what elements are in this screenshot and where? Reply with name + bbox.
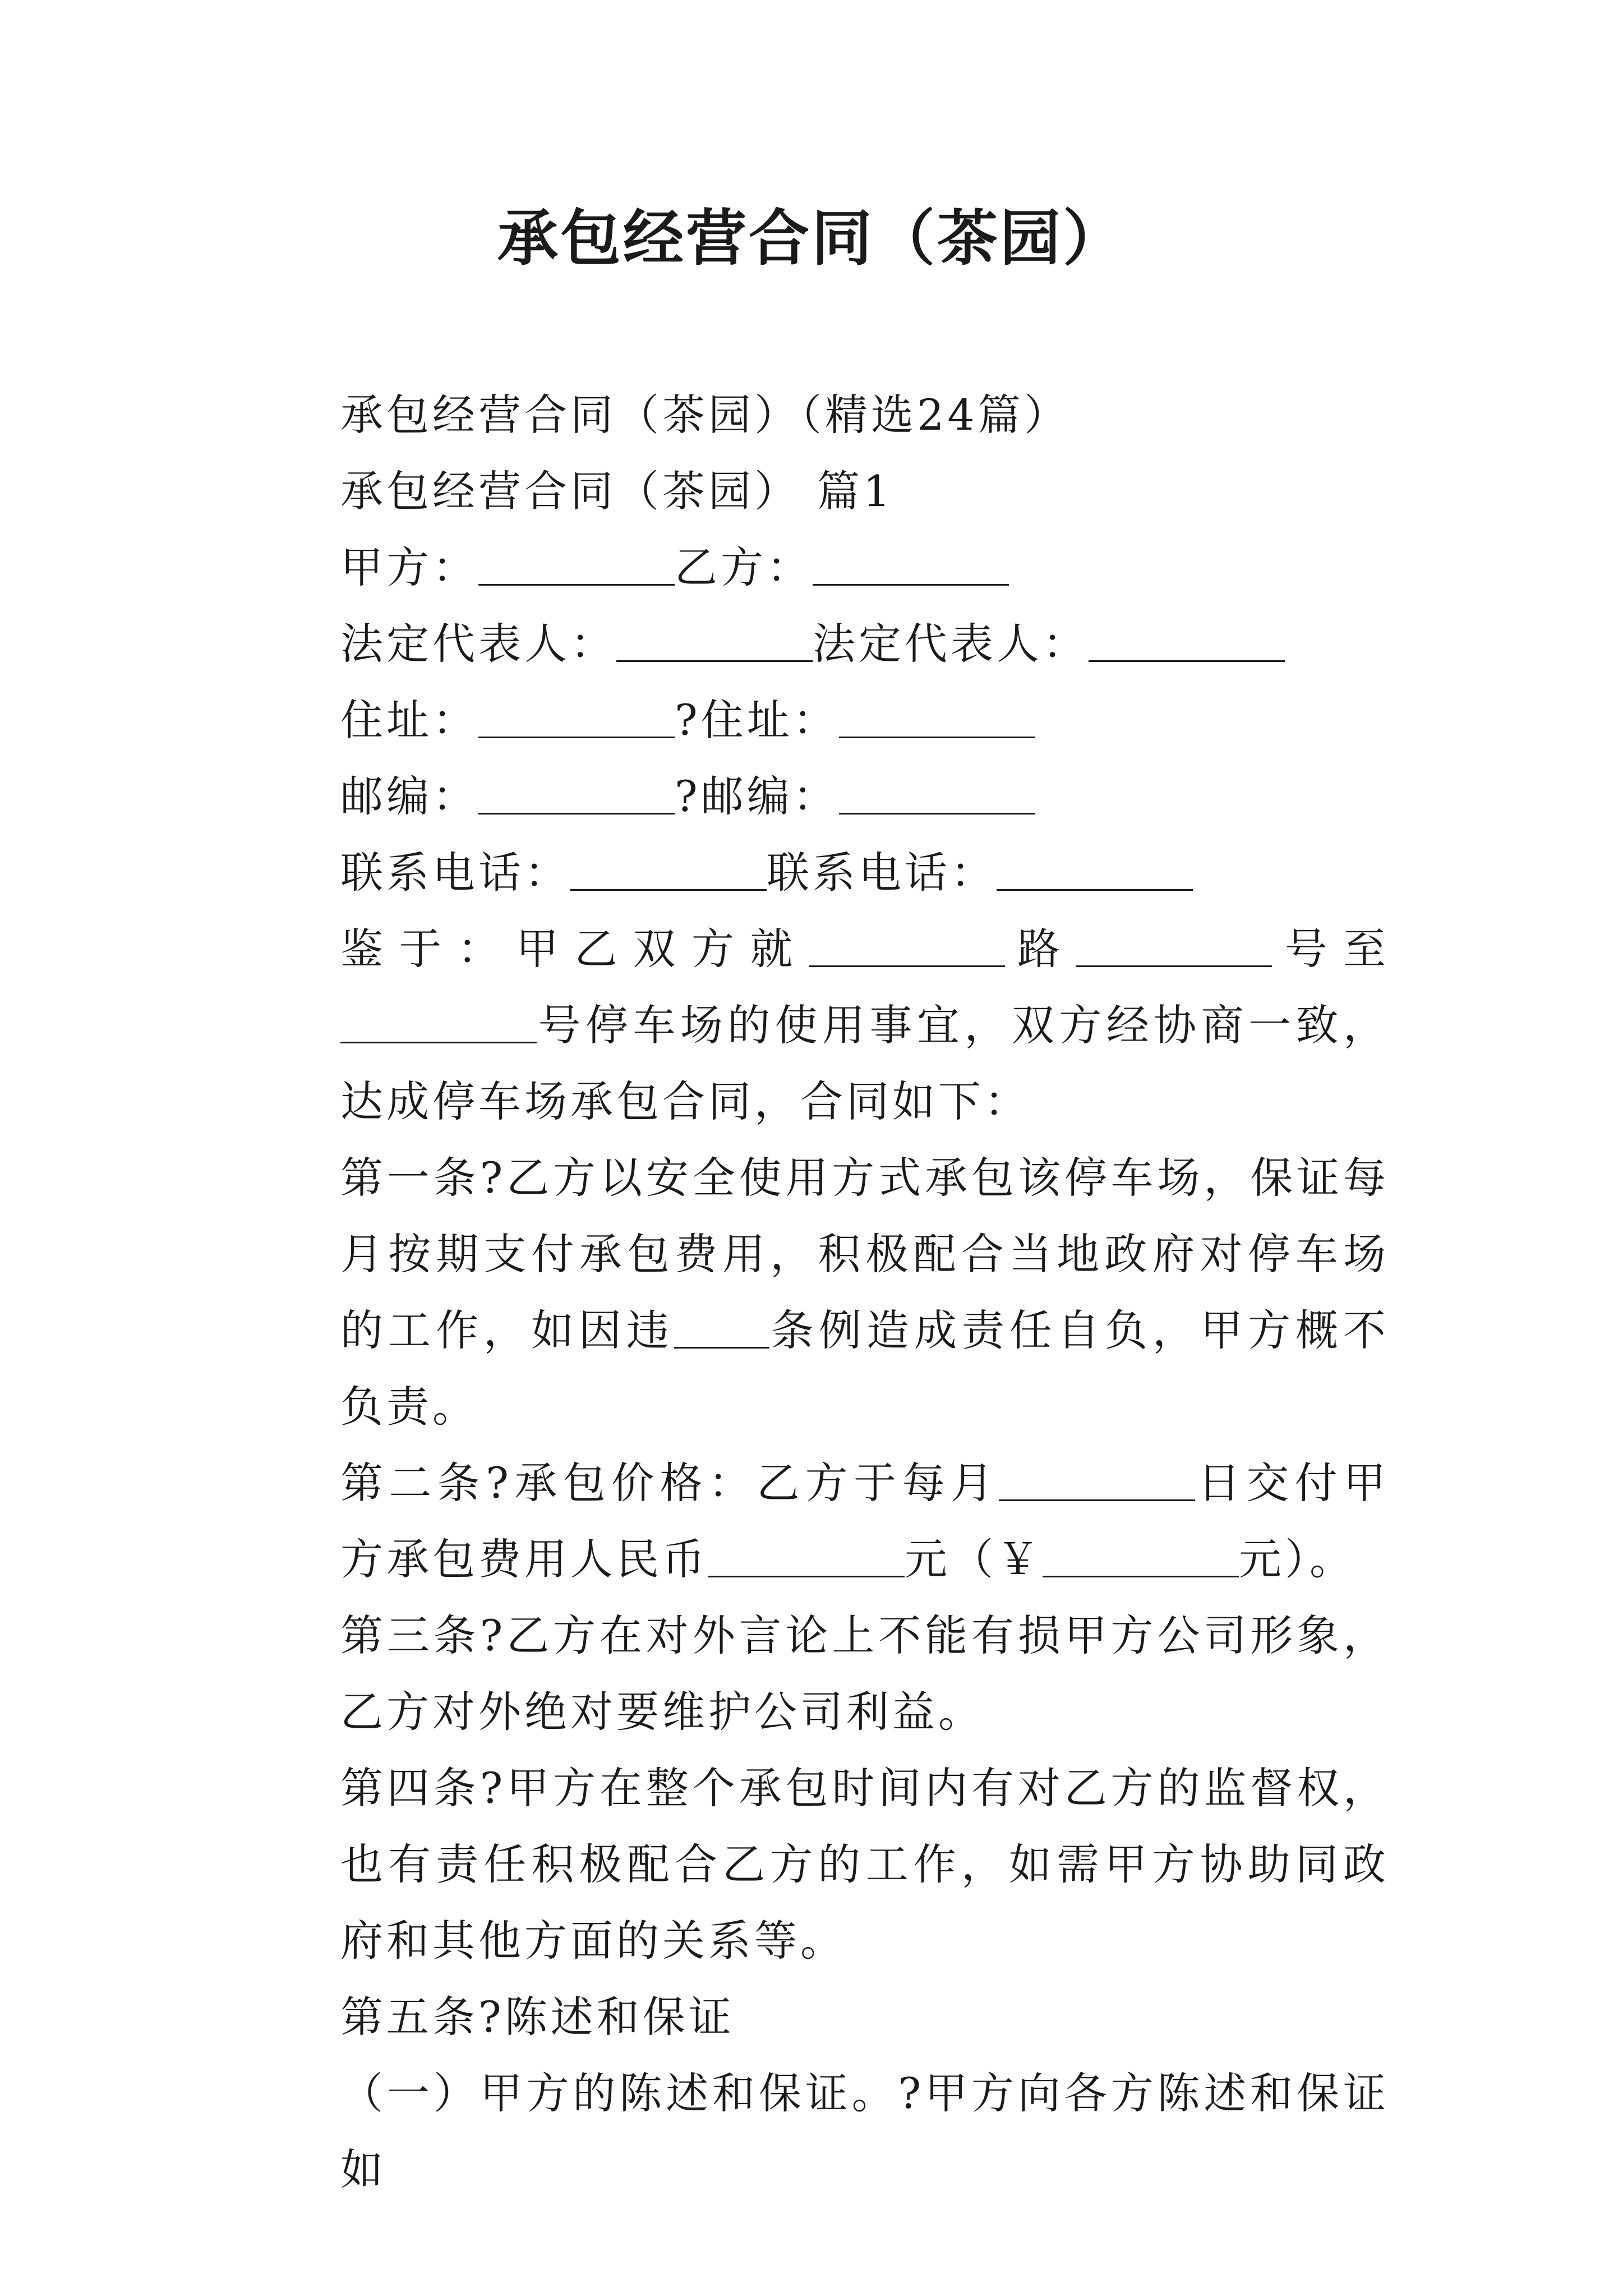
address-a-label: 住址： <box>340 695 478 745</box>
document-title: 承包经营合同（茶园） <box>497 203 1126 274</box>
article-2-text-1: 第二条?承包价格：乙方于每月 <box>340 1458 999 1508</box>
number-from-blank <box>1076 926 1272 967</box>
postcode-b-label: ?邮编： <box>675 771 839 821</box>
postcode-a-blank <box>478 774 675 815</box>
address-a-blank <box>478 697 675 738</box>
article-2-text-3: 元（￥ <box>905 1534 1043 1584</box>
address-row <box>251 682 1389 758</box>
phone-b-blank <box>997 850 1193 891</box>
amount-rmb-blank <box>708 1536 905 1577</box>
article-3-paragraph: 第三条?乙方在对外言论上不能有损甲方公司形象，乙方对外绝对要维护公司利益。 <box>340 1611 1389 1737</box>
article-1-text-1: 第一条?乙方以安全使用方式承包该停车场，保证每月按期支付承包费用，积极配合当地政府对停车场的工作，如因违 <box>340 1153 1389 1355</box>
address-b-label: ?住址： <box>675 695 839 745</box>
legal-rep-a-blank <box>616 621 813 662</box>
preamble-text-3: 号至 <box>1272 924 1390 974</box>
article-4-paragraph: 第四条?甲方在整个承包时间内有对乙方的监督权，也有责任积极配合乙方的工作，如需甲方协助同政府和其他方面的关系等。 <box>340 1763 1389 1966</box>
phone-a-blank <box>570 850 767 891</box>
article-2-text-2: 日交付甲方承包费用人民币 <box>340 1458 1390 1584</box>
preamble-text-2: 路 <box>1004 924 1076 974</box>
party-b-blank <box>813 545 1009 586</box>
postcode-row <box>251 758 1389 835</box>
amount-number-blank <box>1043 1536 1239 1577</box>
document-subtitle: 承包经营合同（茶园）（精选24篇） <box>340 390 1070 440</box>
party-a-blank <box>478 545 675 586</box>
article-1-paragraph <box>251 1140 1389 1445</box>
postcode-b-blank <box>839 774 1035 815</box>
article-2-paragraph <box>251 1445 1389 1598</box>
preamble-paragraph <box>251 911 1389 1140</box>
party-a-label: 甲方： <box>340 542 478 592</box>
party-row <box>251 530 1389 606</box>
address-b-blank <box>839 697 1035 738</box>
article-1-text-2: 条例造成责任自负，甲方概不负责。 <box>340 1305 1389 1432</box>
party-b-label: 乙方： <box>675 542 813 592</box>
legal-rep-b-blank <box>1089 621 1285 662</box>
article-5-heading: 第五条?陈述和保证 <box>340 1992 735 2042</box>
preamble-text-1: 鉴于：甲乙双方就 <box>340 924 809 974</box>
document-body <box>251 377 1389 2208</box>
payment-day-blank <box>999 1460 1195 1501</box>
article-2-text-4: 元）。 <box>1239 1534 1355 1584</box>
legal-rep-a-label: 法定代表人： <box>340 619 616 669</box>
clause-1-paragraph: （一）甲方的陈述和保证。?甲方向各方陈述和保证如 <box>340 2068 1389 2194</box>
regulation-blank <box>674 1308 769 1349</box>
chapter-heading: 承包经营合同（茶园） 篇1 <box>340 466 894 516</box>
legal-rep-row <box>251 606 1389 682</box>
road-blank <box>809 926 1005 967</box>
number-to-blank <box>340 1002 537 1043</box>
phone-b-label: 联系电话： <box>767 848 997 898</box>
postcode-a-label: 邮编： <box>340 771 478 821</box>
preamble-text-4: 号停车场的使用事宜，双方经协商一致，达成停车场承包合同，合同如下： <box>340 1000 1389 1126</box>
legal-rep-b-label: 法定代表人： <box>813 619 1089 669</box>
phone-row <box>251 835 1389 911</box>
phone-a-label: 联系电话： <box>340 848 570 898</box>
